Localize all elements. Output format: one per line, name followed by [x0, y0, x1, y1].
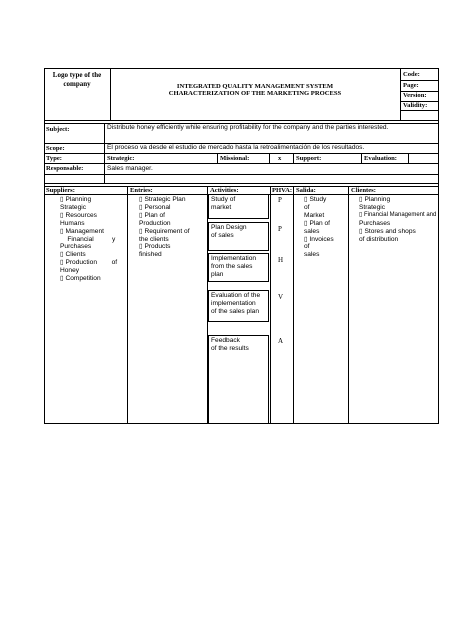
list-item: of [304, 203, 310, 211]
suppliers-header: Suppliers: [46, 187, 75, 194]
strategic-label: Strategic: [107, 155, 135, 162]
list-item: finished [139, 251, 162, 259]
list-item: of distribution [359, 235, 399, 243]
list-item: Strategic [60, 203, 87, 211]
activity-box: Feedback of the results [208, 335, 269, 424]
list-item: ▯ Plan of [304, 219, 330, 227]
version-label: Version: [403, 92, 427, 99]
clientes-list [359, 196, 438, 243]
column-divider [270, 186, 271, 424]
responsible-text: Sales manager. [107, 165, 153, 172]
missional-mark: x [278, 155, 282, 162]
clientes-header: Clientes: [351, 187, 376, 194]
phva-letter: A [278, 337, 284, 345]
column-divider [127, 186, 128, 424]
list-item: Production [139, 219, 171, 227]
list-item: Market [304, 211, 325, 219]
responsible-label: Responsable: [46, 165, 84, 172]
list-item: ▯ Stores and shops [359, 227, 416, 235]
code-label: Code: [403, 71, 420, 78]
activity-box: Implementation from the sales plan [208, 253, 269, 282]
list-item: the clients [139, 235, 169, 243]
entries-list [139, 196, 205, 259]
list-item: ▯ Competition [60, 275, 101, 283]
list-item: sales [304, 227, 320, 235]
phva-letter: V [278, 293, 284, 301]
column-divider [348, 186, 349, 424]
header-line [400, 110, 439, 111]
list-item: Purchases [359, 219, 391, 227]
header-divider-right [400, 68, 401, 120]
info-divider [104, 123, 105, 183]
subject-label: Subject: [46, 126, 70, 133]
type-divider [408, 153, 409, 163]
activity-box: Plan Design of sales [208, 222, 269, 251]
system-title: INTEGRATED QUALITY MANAGEMENT SYSTEM [176, 83, 334, 90]
document-title: CHARACTERIZATION OF THE MARKETING PROCESS [168, 90, 342, 97]
list-item: ▯ Clients [60, 251, 86, 259]
page-label: Page: [403, 82, 419, 89]
process-top-line [44, 186, 439, 187]
type-divider [217, 153, 218, 163]
phva-header: PHVA: [272, 187, 293, 194]
list-item: ▯ Personal [139, 203, 171, 211]
header-divider-left [110, 68, 111, 120]
phva-letter: H [278, 256, 284, 264]
type-divider [269, 153, 270, 163]
list-item: ▯ Plan of [139, 211, 165, 219]
activity-box: Study of market [208, 194, 269, 219]
support-label: Support: [296, 155, 322, 162]
missional-label: Missional: [220, 155, 250, 162]
type-divider [361, 153, 362, 163]
list-item: ▯ Planning [359, 196, 391, 203]
salida-list [304, 196, 347, 259]
entries-header: Entries: [130, 187, 153, 194]
list-item: Purchases [60, 243, 92, 251]
info-bottom-line [44, 183, 439, 184]
list-item: ▯ Invoices [304, 235, 334, 243]
list-item: ▯ Production of [60, 259, 118, 267]
salida-header: Salida: [296, 187, 316, 194]
list-item: ▯ Study [304, 196, 327, 203]
list-item: Strategic [359, 203, 386, 211]
list-item: Humans [60, 219, 85, 227]
subject-text: Distribute honey efficiently while ensuring profitability for the company and the parties interested. [107, 124, 389, 131]
validity-label: Validity: [403, 102, 428, 109]
type-divider [293, 153, 294, 163]
header-line [400, 80, 439, 81]
list-item: ▯ Resources [60, 211, 97, 219]
list-item: Financial y [60, 235, 116, 243]
column-divider [293, 186, 294, 424]
list-item: ▯ Management [60, 227, 104, 235]
suppliers-list [60, 196, 126, 283]
list-item: ▯ Planning [60, 196, 92, 203]
activities-header: Activities: [210, 187, 239, 194]
list-item: ▯ Strategic Plan [139, 196, 186, 203]
list-item: Honey [60, 267, 80, 275]
list-item: ▯ Products [139, 243, 171, 251]
scope-text: El proceso va desde el estudio de mercado hasta la retroalimentación de los resultados. [107, 144, 365, 151]
logo-placeholder: Logo type of the company [52, 71, 102, 88]
list-item: of [304, 243, 310, 251]
type-label: Type: [46, 155, 62, 162]
scope-label: Scope: [46, 145, 65, 152]
list-item: sales [304, 251, 320, 259]
evaluation-label: Evaluation: [364, 155, 397, 162]
list-item: ▯ Requirement of [139, 227, 190, 235]
header-bottom-line [44, 120, 439, 121]
activity-box: Evaluation of the implementation of the sales plan [208, 290, 269, 322]
list-item: ▯ Financial Management and [359, 211, 437, 218]
phva-letter: P [278, 225, 282, 233]
phva-letter: P [278, 196, 282, 204]
